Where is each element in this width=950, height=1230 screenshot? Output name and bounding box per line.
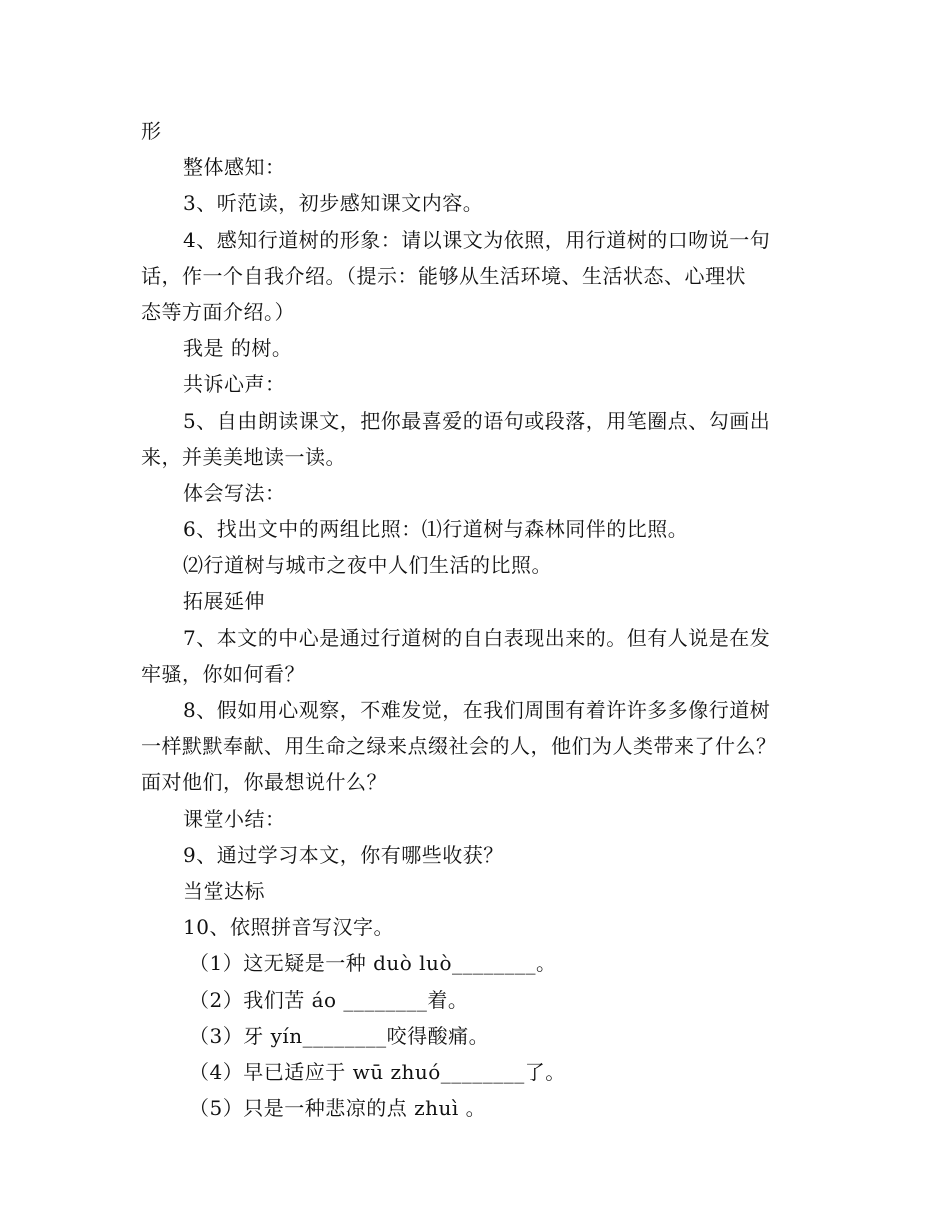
text-line: 来，并美美地读一读。 — [141, 444, 346, 469]
text-line: 态等方面介绍。） — [141, 299, 295, 324]
section-heading: 体会写法： — [183, 480, 286, 505]
text-line: 一样默默奉献、用生命之绿来点缀社会的人，他们为人类带来了什么？ — [141, 734, 777, 759]
text-line: 5、自由朗读课文，把你最喜爱的语句或段落，用笔圈点、勾画出 — [183, 408, 771, 433]
text-line: 我是 的树。 — [183, 336, 293, 361]
text-line: 3、听范读，初步感知课文内容。 — [183, 191, 484, 216]
exercise-item: （4）早已适应于 wū zhuó________了。 — [189, 1059, 566, 1084]
text-line: ⑵行道树与城市之夜中人们生活的比照。 — [183, 553, 552, 578]
text-line: 面对他们，你最想说什么？ — [141, 770, 387, 795]
text-line: 4、感知行道树的形象：请以课文为依照，用行道树的口吻说一句 — [183, 227, 771, 252]
document-body — [141, 113, 831, 1126]
text-line: 9、通过学习本文，你有哪些收获？ — [183, 842, 504, 867]
section-heading: 整体感知： — [183, 155, 286, 180]
section-heading: 拓展延伸 — [183, 589, 265, 614]
section-heading: 当堂达标 — [183, 878, 265, 903]
section-heading: 课堂小结： — [183, 806, 286, 831]
text-line: 牢骚，你如何看？ — [141, 661, 305, 686]
text-line: 8、假如用心观察，不难发觉，在我们周围有着许许多多像行道树 — [183, 698, 771, 722]
text-line: 6、找出文中的两组比照：⑴行道树与森林同伴的比照。 — [183, 517, 689, 542]
text-line: 10、依照拼音写汉字。 — [183, 915, 394, 940]
exercise-item: （1）这无疑是一种 duò luò________。 — [189, 951, 557, 976]
text-line: 7、本文的中心是通过行道树的自白表现出来的。但有人说是在发 — [183, 625, 771, 650]
exercise-item: （3）牙 yín________咬得酸痛。 — [189, 1023, 490, 1048]
text-line: 形 — [141, 119, 162, 143]
exercise-item: （2）我们苦 áo ________着。 — [189, 987, 469, 1012]
exercise-item: （5）只是一种悲凉的点 zhuì 。 — [189, 1096, 487, 1121]
text-line: 话，作一个自我介绍。（提示：能够从生活环境、生活状态、心理状 — [141, 263, 746, 288]
section-heading: 共诉心声： — [183, 372, 286, 397]
